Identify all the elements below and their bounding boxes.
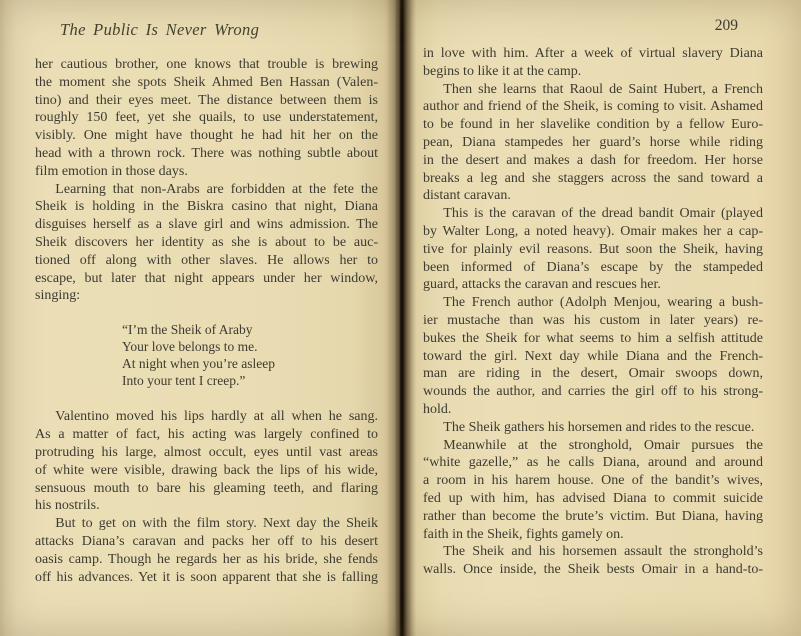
- book-gutter-shadow: [386, 0, 416, 636]
- text-line: to be found in her slavelike condition by a fellow Euro-: [423, 117, 763, 133]
- text-line: oasis camp. Though he regards her as his bride, she fends: [35, 551, 378, 567]
- text-line: Sheik is holding in the Biskra casino that night, Diana: [35, 199, 378, 215]
- text-line: disguises herself as a slave girl and wins admission. The: [35, 217, 378, 233]
- text-line: bukes the Sheik for what seems to him a selfish attitude: [423, 330, 763, 346]
- text-line: Valentino moved his lips hardly at all when he sang.: [55, 409, 378, 425]
- text-line: pean, Diana stampedes her guard’s horse while riding: [423, 134, 763, 150]
- text-line: singing:: [35, 288, 81, 304]
- paragraph: [35, 408, 378, 515]
- text-line: film emotion in those days.: [35, 163, 188, 179]
- paragraph: [423, 419, 763, 437]
- paragraph: [423, 437, 763, 544]
- paragraph: [423, 294, 763, 419]
- text-line: The Sheik gathers his horsemen and rides to the rescue.: [443, 419, 755, 435]
- song-verse: [122, 322, 378, 389]
- text-line: Learning that non-Arabs are forbidden at the fete the: [55, 181, 378, 197]
- right-page-text: [423, 45, 763, 579]
- text-line: breaks a leg and she staggers across the sand toward a: [423, 170, 763, 186]
- text-line: of white were visible, drawing back the lips of his wide,: [35, 462, 378, 478]
- paragraph: [423, 81, 763, 206]
- text-line: tino) and their eyes meet. The distance between them is: [35, 92, 378, 108]
- left-page: [0, 0, 398, 636]
- text-line: guard, attacks the caravan and rescues her.: [423, 277, 661, 293]
- text-line: As a matter of fact, his acting was largely confined to: [35, 427, 378, 443]
- text-line: attacks Diana’s caravan and packs her off to his desert: [35, 533, 378, 549]
- paragraph: [423, 543, 763, 579]
- text-line: her cautious brother, one knows that trouble is brewing: [35, 57, 378, 72]
- paragraph: [35, 181, 378, 306]
- paragraph: [423, 205, 763, 294]
- text-line: a room in his harem house. One of the bandit’s wives,: [423, 473, 763, 489]
- running-header: The Public Is Never Wrong: [60, 20, 260, 39]
- text-line: rather than become the brute’s victim. But Diana, having: [423, 508, 763, 524]
- paragraph: [35, 56, 378, 181]
- text-line: begins to like it at the camp.: [423, 63, 582, 79]
- text-line: tive for plainly evil reasons. But soon the Sheik, having: [423, 241, 763, 257]
- text-line: ier mustache than was his custom in later years) re-: [423, 312, 763, 328]
- verse-line: Your love belongs to me.: [122, 338, 258, 354]
- text-line: in love with him. After a week of virtual slavery Diana: [423, 46, 763, 61]
- text-line: But to get on with the film story. Next day the Sheik: [55, 516, 378, 532]
- text-line: the moment she spots Sheik Ahmed Ben Hassan (Valen-: [35, 74, 378, 90]
- text-line: been informed of Diana’s escape by the stampeded: [423, 259, 763, 275]
- text-line: protruding his large, almost occult, eyes until vast areas: [35, 444, 378, 460]
- text-line: walls. Once inside, the Sheik bests Omair in a hand-to-: [423, 562, 763, 578]
- text-line: his nostrils.: [35, 498, 100, 514]
- paragraph: [35, 515, 378, 586]
- verse-line: “I’m the Sheik of Araby: [122, 322, 253, 338]
- text-line: tioned off along with other slaves. He allows her to: [35, 252, 378, 268]
- text-line: in the desert and makes a dash for freedom. Her horse: [423, 152, 763, 168]
- text-line: sensuous mouth to bare his gleaming teeth, and flaring: [35, 480, 378, 496]
- text-line: head with a thrown rock. There was nothing subtle about: [35, 145, 378, 161]
- text-line: escape, but later that night appears under her window,: [35, 270, 378, 286]
- text-line: by Walter Long, a noted heavy). Omair makes her a cap-: [423, 223, 763, 239]
- text-line: toward the girl. Next day while Diana and the French-: [423, 348, 763, 364]
- text-line: wounds the author, and carries the girl off to his strong-: [423, 384, 763, 400]
- text-line: This is the caravan of the dread bandit Omair (played: [443, 206, 763, 222]
- text-line: visibly. One might have thought he had hit her on the: [35, 128, 378, 144]
- text-line: man are riding in the desert, Omair swoops down,: [423, 366, 763, 382]
- verse-line: Into your tent I creep.”: [122, 372, 246, 388]
- text-line: The Sheik and his horsemen assault the stronghold’s: [443, 544, 763, 560]
- text-line: fed up with him, has advised Diana to commit suicide: [423, 490, 763, 506]
- text-line: roughly 150 feet, yet she quails, to use understatement,: [35, 110, 378, 126]
- text-line: The French author (Adolph Menjou, wearing a bush-: [443, 295, 763, 311]
- text-line: Meanwhile at the stronghold, Omair pursues the: [443, 437, 763, 453]
- text-line: distant caravan.: [423, 188, 511, 204]
- text-line: faith in the Sheik, fights gamely on.: [423, 526, 624, 542]
- left-page-text-upper: [35, 56, 378, 305]
- text-line: Then she learns that Raoul de Saint Hubert, a French: [443, 81, 763, 97]
- right-page: [403, 0, 801, 636]
- left-page-text-lower: [35, 408, 378, 586]
- text-line: author and friend of the Sheik, is coming to visit. Ashamed: [423, 99, 763, 115]
- paragraph: [423, 45, 763, 81]
- text-line: “white gazelle,” as he calls Diana, around and around: [423, 455, 763, 471]
- text-line: hold.: [423, 401, 452, 417]
- verse-line: At night when you’re asleep: [122, 355, 275, 371]
- text-line: off his advances. Yet it is soon apparent that she is falling: [35, 569, 378, 585]
- page-number: 209: [714, 17, 738, 34]
- text-line: Sheik discovers her identity as she is about to be auc-: [35, 234, 378, 250]
